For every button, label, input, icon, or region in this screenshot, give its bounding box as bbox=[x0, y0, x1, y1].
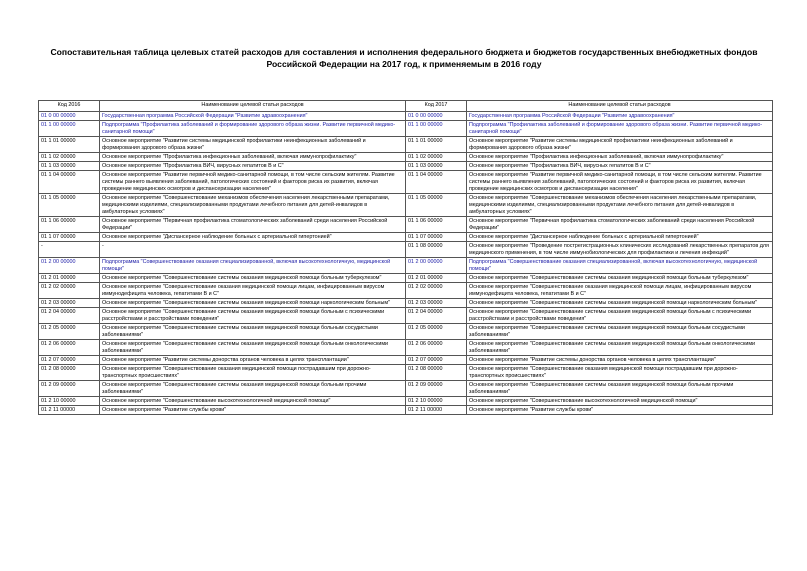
code-2017-cell: 01 2 04 00000 bbox=[406, 308, 467, 324]
name-2016-cell: Подпрограмма "Совершенствование оказания специализированной, включая высокотехнологичную, медицинской помощи" bbox=[100, 258, 406, 274]
table-row bbox=[39, 299, 773, 308]
name-2017-cell: Основное мероприятие "Развитие первичной медико-санитарной помощи, в том числе сельским жителям. Развитие системы раннего выявления заболеваний, патологических состояний и факторов риска их развития, включая проведение медицинских осмотров и диспансеризации населения" bbox=[467, 171, 773, 194]
code-2017-cell: 01 1 08 00000 bbox=[406, 242, 467, 258]
header-code-2016: Код 2016 bbox=[39, 101, 100, 112]
table-row bbox=[39, 274, 773, 283]
code-2017-cell: 01 2 08 00000 bbox=[406, 365, 467, 381]
name-2017-cell: Основное мероприятие "Развитие службы крови" bbox=[467, 406, 773, 415]
name-2017-cell: Основное мероприятие "Совершенствование системы оказания медицинской помощи больным онкологическими заболеваниями" bbox=[467, 340, 773, 356]
code-2017-cell: 01 1 00 00000 bbox=[406, 121, 467, 137]
table-row bbox=[39, 258, 773, 274]
name-2017-cell: Основное мероприятие "Совершенствование механизмов обеспечения населения лекарственными препаратами, медицинскими изделиями, специализированными продуктами лечебного питания для детей-инвалидов в амбулаторных условиях" bbox=[467, 194, 773, 217]
table-row bbox=[39, 162, 773, 171]
code-2016-cell: 01 2 02 00000 bbox=[39, 283, 100, 299]
header-name-2017: Наименование целевой статьи расходов bbox=[467, 101, 773, 112]
code-2016-cell: 01 1 04 00000 bbox=[39, 171, 100, 194]
name-2016-cell: Основное мероприятие "Профилактика инфекционных заболеваний, включая иммунопрофилактику" bbox=[100, 153, 406, 162]
table-row bbox=[39, 365, 773, 381]
code-2017-cell: 01 1 04 00000 bbox=[406, 171, 467, 194]
table-row bbox=[39, 324, 773, 340]
code-2017-cell: 01 2 06 00000 bbox=[406, 340, 467, 356]
name-2017-cell: Основное мероприятие "Совершенствование высокотехнологичной медицинской помощи" bbox=[467, 397, 773, 406]
table-row bbox=[39, 283, 773, 299]
name-2016-cell: Основное мероприятие "Совершенствование оказания медицинской помощи лицам, инфицированным вирусом иммунодефицита человека, гепатитами В и С" bbox=[100, 283, 406, 299]
name-2016-cell: - bbox=[100, 242, 406, 258]
code-2017-cell: 01 1 02 00000 bbox=[406, 153, 467, 162]
table-row bbox=[39, 171, 773, 194]
table-row bbox=[39, 340, 773, 356]
name-2017-cell: Основное мероприятие "Совершенствование системы оказания медицинской помощи больным туберкулезом" bbox=[467, 274, 773, 283]
name-2016-cell: Основное мероприятие "Развитие службы крови" bbox=[100, 406, 406, 415]
name-2016-cell: Основное мероприятие "Совершенствование системы оказания медицинской помощи наркологическим больным" bbox=[100, 299, 406, 308]
code-2016-cell: 01 1 07 00000 bbox=[39, 233, 100, 242]
name-2017-cell: Основное мероприятие "Совершенствование оказания медицинской помощи пострадавшим при дорожно-транспортных происшествиях" bbox=[467, 365, 773, 381]
code-2016-cell: 01 2 09 00000 bbox=[39, 381, 100, 397]
name-2016-cell: Основное мероприятие "Совершенствование системы оказания медицинской помощи больным сосудистыми заболеваниями" bbox=[100, 324, 406, 340]
table-row bbox=[39, 356, 773, 365]
table-row bbox=[39, 121, 773, 137]
name-2017-cell: Основное мероприятие "Проведение пострегистрационных клинических исследований лекарственных препаратов для медицинского применения, в том числе иммунобиологических для профилактики и лечения инфекций" bbox=[467, 242, 773, 258]
code-2016-cell: 01 2 04 00000 bbox=[39, 308, 100, 324]
code-2016-cell: - bbox=[39, 242, 100, 258]
name-2017-cell: Основное мероприятие "Первичная профилактика стоматологических заболеваний среди населения Российской Федерации" bbox=[467, 217, 773, 233]
header-name-2016: Наименование целевой статьи расходов bbox=[100, 101, 406, 112]
name-2017-cell: Основное мероприятие "Развитие системы донорства органов человека в целях трансплантации" bbox=[467, 356, 773, 365]
code-2017-cell: 01 2 00 00000 bbox=[406, 258, 467, 274]
name-2016-cell: Основное мероприятие "Совершенствование системы оказания медицинской помощи больным туберкулезом" bbox=[100, 274, 406, 283]
code-2017-cell: 01 1 06 00000 bbox=[406, 217, 467, 233]
name-2017-cell: Подпрограмма "Совершенствование оказания специализированной, включая высокотехнологичную, медицинской помощи" bbox=[467, 258, 773, 274]
name-2017-cell: Основное мероприятие "Развитие системы медицинской профилактики неинфекционных заболеваний и формирования здорового образа жизни" bbox=[467, 137, 773, 153]
name-2016-cell: Основное мероприятие "Развитие системы медицинской профилактики неинфекционных заболеваний и формирования здорового образа жизни" bbox=[100, 137, 406, 153]
table-row bbox=[39, 406, 773, 415]
code-2016-cell: 01 2 10 00000 bbox=[39, 397, 100, 406]
name-2017-cell: Основное мероприятие "Совершенствование системы оказания медицинской помощи больным с психическими расстройствами и расстройствами поведения" bbox=[467, 308, 773, 324]
code-2016-cell: 01 1 00 00000 bbox=[39, 121, 100, 137]
code-2017-cell: 01 2 07 00000 bbox=[406, 356, 467, 365]
header-row bbox=[39, 101, 773, 112]
name-2016-cell: Основное мероприятие "Совершенствование системы оказания медицинской помощи больным прочими заболеваниями" bbox=[100, 381, 406, 397]
table-row bbox=[39, 217, 773, 233]
name-2016-cell: Государственная программа Российской Федерации "Развитие здравоохранения" bbox=[100, 112, 406, 121]
code-2016-cell: 01 1 01 00000 bbox=[39, 137, 100, 153]
code-2016-cell: 01 1 06 00000 bbox=[39, 217, 100, 233]
code-2016-cell: 01 2 05 00000 bbox=[39, 324, 100, 340]
table-row bbox=[39, 308, 773, 324]
code-2016-cell: 01 2 00 00000 bbox=[39, 258, 100, 274]
code-2017-cell: 01 1 01 00000 bbox=[406, 137, 467, 153]
name-2017-cell: Основное мероприятие "Профилактика ВИЧ, вирусных гепатитов В и С" bbox=[467, 162, 773, 171]
table-row bbox=[39, 242, 773, 258]
name-2017-cell: Основное мероприятие "Совершенствование системы оказания медицинской помощи наркологическим больным" bbox=[467, 299, 773, 308]
comparison-table bbox=[38, 100, 773, 415]
code-2017-cell: 01 2 05 00000 bbox=[406, 324, 467, 340]
name-2016-cell: Основное мероприятие "Развитие первичной медико-санитарной помощи, в том числе сельским жителям. Развитие системы раннего выявления заболеваний, патологических состояний и факторов риска их развития, включая проведение медицинских осмотров и диспансеризации населения" bbox=[100, 171, 406, 194]
name-2017-cell: Основное мероприятие "Совершенствование системы оказания медицинской помощи больным сосудистыми заболеваниями" bbox=[467, 324, 773, 340]
code-2016-cell: 01 1 03 00000 bbox=[39, 162, 100, 171]
code-2016-cell: 01 2 11 00000 bbox=[39, 406, 100, 415]
code-2016-cell: 01 2 01 00000 bbox=[39, 274, 100, 283]
name-2016-cell: Основное мероприятие "Совершенствование оказания медицинской помощи пострадавшим при дорожно-транспортных происшествиях" bbox=[100, 365, 406, 381]
name-2016-cell: Основное мероприятие "Первичная профилактика стоматологических заболеваний среди населения Российской Федерации" bbox=[100, 217, 406, 233]
table-row bbox=[39, 233, 773, 242]
name-2016-cell: Основное мероприятие "Развитие системы донорства органов человека в целях трансплантации" bbox=[100, 356, 406, 365]
code-2017-cell: 01 2 03 00000 bbox=[406, 299, 467, 308]
code-2016-cell: 01 0 00 00000 bbox=[39, 112, 100, 121]
name-2017-cell: Основное мероприятие "Диспансерное наблюдение больных с артериальной гипертонией" bbox=[467, 233, 773, 242]
name-2016-cell: Основное мероприятие "Совершенствование системы оказания медицинской помощи больным с психическими расстройствами и расстройствами поведения" bbox=[100, 308, 406, 324]
name-2017-cell: Основное мероприятие "Совершенствование системы оказания медицинской помощи больным прочими заболеваниями" bbox=[467, 381, 773, 397]
name-2017-cell: Государственная программа Российской Федерации "Развитие здравоохранения" bbox=[467, 112, 773, 121]
code-2017-cell: 01 2 01 00000 bbox=[406, 274, 467, 283]
name-2017-cell: Подпрограмма "Профилактика заболеваний и формирование здорового образа жизни. Развитие первичной медико-санитарной помощи" bbox=[467, 121, 773, 137]
table-row bbox=[39, 194, 773, 217]
code-2017-cell: 01 1 07 00000 bbox=[406, 233, 467, 242]
name-2016-cell: Подпрограмма "Профилактика заболеваний и формирование здорового образа жизни. Развитие первичной медико-санитарной помощи" bbox=[100, 121, 406, 137]
code-2017-cell: 01 2 10 00000 bbox=[406, 397, 467, 406]
table-body bbox=[39, 112, 773, 415]
table-row bbox=[39, 153, 773, 162]
name-2016-cell: Основное мероприятие "Совершенствование механизмов обеспечения населения лекарственными препаратами, медицинскими изделиями, специализированными продуктами лечебного питания для детей-инвалидов в амбулаторных условиях" bbox=[100, 194, 406, 217]
code-2016-cell: 01 2 06 00000 bbox=[39, 340, 100, 356]
name-2017-cell: Основное мероприятие "Совершенствование оказания медицинской помощи лицам, инфицированным вирусом иммунодефицита человека, гепатитами В и С" bbox=[467, 283, 773, 299]
table-row bbox=[39, 112, 773, 121]
code-2017-cell: 01 1 03 00000 bbox=[406, 162, 467, 171]
table-row bbox=[39, 137, 773, 153]
document-title: Сопоставительная таблица целевых статей расходов для составления и исполнения федерального бюджета и бюджетов государственных внебюджетных фондов Российской Федерации на 2017 год, к применяемым в 2016 году bbox=[50, 47, 758, 69]
code-2017-cell: 01 2 11 00000 bbox=[406, 406, 467, 415]
code-2016-cell: 01 2 08 00000 bbox=[39, 365, 100, 381]
table-row bbox=[39, 381, 773, 397]
name-2016-cell: Основное мероприятие "Совершенствование системы оказания медицинской помощи больным онкологическими заболеваниями" bbox=[100, 340, 406, 356]
header-code-2017: Код 2017 bbox=[406, 101, 467, 112]
name-2016-cell: Основное мероприятие "Профилактика ВИЧ, вирусных гепатитов В и С" bbox=[100, 162, 406, 171]
code-2016-cell: 01 1 02 00000 bbox=[39, 153, 100, 162]
code-2016-cell: 01 2 03 00000 bbox=[39, 299, 100, 308]
name-2017-cell: Основное мероприятие "Профилактика инфекционных заболеваний, включая иммунопрофилактику" bbox=[467, 153, 773, 162]
name-2016-cell: Основное мероприятие "Совершенствование высокотехнологичной медицинской помощи" bbox=[100, 397, 406, 406]
code-2016-cell: 01 1 05 00000 bbox=[39, 194, 100, 217]
code-2017-cell: 01 2 02 00000 bbox=[406, 283, 467, 299]
code-2016-cell: 01 2 07 00000 bbox=[39, 356, 100, 365]
table-header bbox=[39, 101, 773, 112]
table-row bbox=[39, 397, 773, 406]
name-2016-cell: Основное мероприятие "Диспансерное наблюдение больных с артериальной гипертонией" bbox=[100, 233, 406, 242]
code-2017-cell: 01 0 00 00000 bbox=[406, 112, 467, 121]
code-2017-cell: 01 2 09 00000 bbox=[406, 381, 467, 397]
code-2017-cell: 01 1 05 00000 bbox=[406, 194, 467, 217]
